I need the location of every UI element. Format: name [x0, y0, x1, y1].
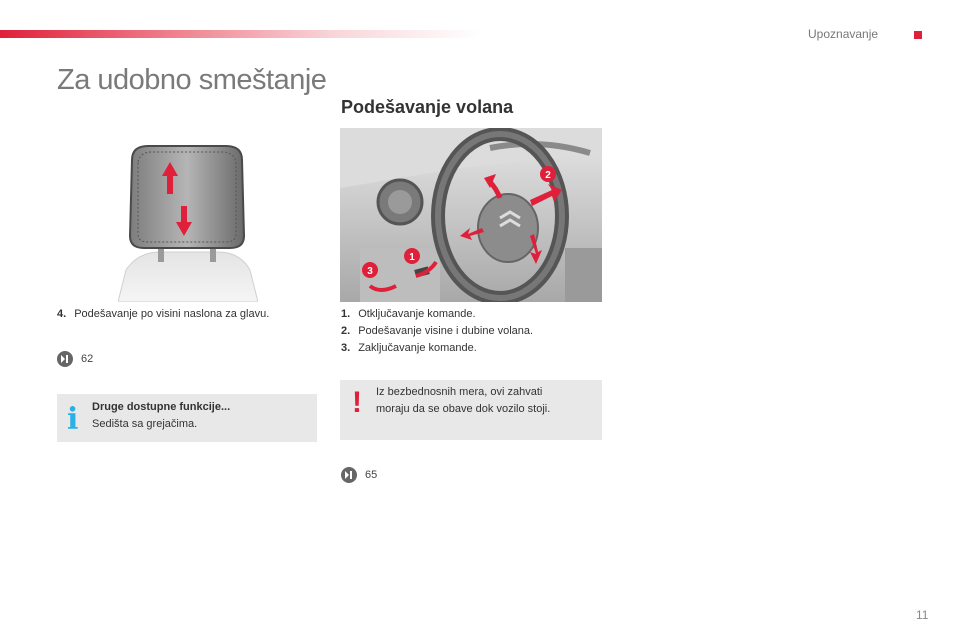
info-icon: i: [67, 402, 79, 437]
steering-list: [341, 306, 533, 357]
info-box: [57, 394, 317, 442]
steering-wheel-illustration: [340, 128, 602, 302]
warning-box: [340, 380, 602, 440]
steering-page-ref[interactable]: 65: [341, 467, 377, 483]
page-ref-icon: [57, 351, 73, 367]
headrest-page-ref[interactable]: 62: [57, 351, 93, 367]
header-accent-bar: [0, 30, 480, 38]
headrest-item: 4. Podešavanje po visini naslona za glavu.: [57, 308, 270, 320]
headrest-illustration: [118, 140, 258, 302]
list-item: 3. Zaključavanje komande.: [341, 342, 477, 354]
section-marker: [914, 31, 922, 39]
warning-line-2: moraju da se obave dok vozilo stoji.: [376, 403, 551, 415]
page-ref-icon: [341, 467, 357, 483]
callout-3: 3: [367, 266, 373, 277]
warning-icon: !: [352, 386, 362, 419]
list-item: 1. Otključavanje komande.: [341, 308, 476, 320]
callout-2: 2: [545, 170, 551, 181]
section-title: Upoznavanje: [808, 27, 879, 41]
page-number: 11: [916, 608, 929, 622]
steering-heading: Podešavanje volana: [341, 97, 514, 117]
warning-line-1: Iz bezbednosnih mera, ovi zahvati: [376, 386, 543, 398]
info-title: Druge dostupne funkcije...: [92, 401, 231, 413]
page-title: Za udobno smeštanje: [57, 64, 327, 96]
callout-1: 1: [409, 252, 415, 263]
info-text: Sedišta sa grejačima.: [92, 418, 198, 430]
list-item: 2. Podešavanje visine i dubine volana.: [341, 325, 534, 337]
